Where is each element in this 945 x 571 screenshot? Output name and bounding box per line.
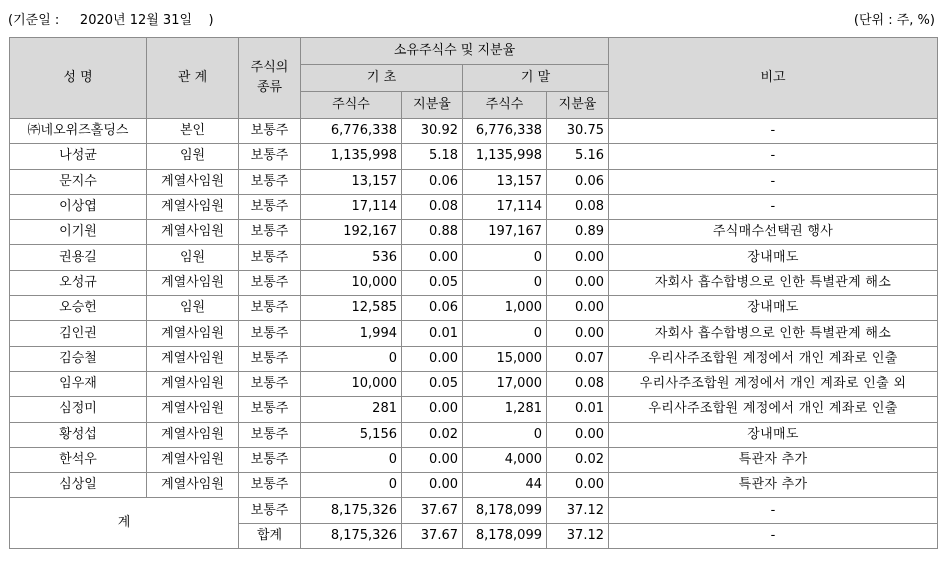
row-relation: 본인 — [147, 119, 239, 144]
row-end-ratio: 0.00 — [547, 296, 609, 321]
table-row — [10, 296, 938, 321]
row-end-shares: 0 — [463, 422, 547, 447]
row-stock-type: 보통주 — [239, 296, 301, 321]
row-relation: 계열사임원 — [147, 473, 239, 498]
row-note: 우리사주조합원 계정에서 개인 계좌로 인출 — [609, 397, 938, 422]
row-name: 문지수 — [10, 169, 147, 194]
row-begin-ratio: 0.00 — [402, 473, 463, 498]
row-relation: 임원 — [147, 245, 239, 270]
row-begin-ratio: 0.88 — [402, 220, 463, 245]
table-row — [10, 270, 938, 295]
row-end-shares: 0 — [463, 270, 547, 295]
grand-total-note: - — [609, 523, 938, 548]
row-stock-type: 보통주 — [239, 270, 301, 295]
row-begin-shares: 5,156 — [301, 422, 402, 447]
row-end-ratio: 0.01 — [547, 397, 609, 422]
row-end-shares: 13,157 — [463, 169, 547, 194]
row-note: 우리사주조합원 계정에서 개인 계좌로 인출 — [609, 346, 938, 371]
row-begin-shares: 1,135,998 — [301, 144, 402, 169]
row-relation: 계열사임원 — [147, 270, 239, 295]
row-begin-shares: 10,000 — [301, 371, 402, 396]
row-stock-type: 보통주 — [239, 220, 301, 245]
row-end-ratio: 0.00 — [547, 473, 609, 498]
table-row — [10, 220, 938, 245]
header-end: 기 말 — [463, 65, 609, 92]
row-begin-shares: 0 — [301, 473, 402, 498]
grand-total-begin-ratio: 37.67 — [402, 523, 463, 548]
shareholding-table — [9, 37, 938, 549]
row-end-ratio: 0.07 — [547, 346, 609, 371]
row-name: ㈜네오위즈홀딩스 — [10, 119, 147, 144]
row-relation: 임원 — [147, 144, 239, 169]
row-begin-shares: 13,157 — [301, 169, 402, 194]
grand-total-end-shares: 8,178,099 — [463, 523, 547, 548]
row-end-shares: 0 — [463, 321, 547, 346]
unit-label: (단위 : 주, %) — [853, 13, 935, 28]
grand-total-end-ratio: 37.12 — [547, 523, 609, 548]
table-row — [10, 321, 938, 346]
row-begin-ratio: 0.05 — [402, 371, 463, 396]
row-relation: 계열사임원 — [147, 422, 239, 447]
row-note: 장내매도 — [609, 296, 938, 321]
row-begin-ratio: 0.00 — [402, 245, 463, 270]
row-end-shares: 1,281 — [463, 397, 547, 422]
total-begin-ratio: 37.67 — [402, 498, 463, 523]
row-begin-shares: 17,114 — [301, 194, 402, 219]
header-name: 성 명 — [10, 38, 147, 119]
row-end-ratio: 0.00 — [547, 321, 609, 346]
header-holdings: 소유주식수 및 지분율 — [301, 38, 609, 65]
row-end-ratio: 5.16 — [547, 144, 609, 169]
row-end-shares: 17,000 — [463, 371, 547, 396]
row-begin-ratio: 0.06 — [402, 296, 463, 321]
header-begin-ratio: 지분율 — [402, 92, 463, 119]
header-begin-shares: 주식수 — [301, 92, 402, 119]
row-stock-type: 보통주 — [239, 194, 301, 219]
total-note: - — [609, 498, 938, 523]
table-row — [10, 397, 938, 422]
row-begin-shares: 536 — [301, 245, 402, 270]
row-relation: 계열사임원 — [147, 169, 239, 194]
table-row — [10, 144, 938, 169]
grand-total-type: 합계 — [239, 523, 301, 548]
row-name: 나성균 — [10, 144, 147, 169]
table-body — [10, 119, 938, 498]
header-relation: 관 계 — [147, 38, 239, 119]
row-end-shares: 44 — [463, 473, 547, 498]
row-name: 임우재 — [10, 371, 147, 396]
row-end-ratio: 0.02 — [547, 447, 609, 472]
row-name: 황성섭 — [10, 422, 147, 447]
header-stock-type — [239, 38, 301, 119]
row-begin-shares: 12,585 — [301, 296, 402, 321]
row-end-ratio: 0.89 — [547, 220, 609, 245]
row-note: 자회사 흡수합병으로 인한 특별관계 해소 — [609, 321, 938, 346]
row-end-shares: 1,135,998 — [463, 144, 547, 169]
row-stock-type: 보통주 — [239, 473, 301, 498]
row-end-shares: 15,000 — [463, 346, 547, 371]
table-row — [10, 346, 938, 371]
row-note: 장내매도 — [609, 245, 938, 270]
row-begin-ratio: 0.05 — [402, 270, 463, 295]
row-note: - — [609, 169, 938, 194]
row-name: 김인권 — [10, 321, 147, 346]
row-end-ratio: 0.08 — [547, 194, 609, 219]
row-end-ratio: 0.00 — [547, 245, 609, 270]
table-row — [10, 473, 938, 498]
row-begin-ratio: 30.92 — [402, 119, 463, 144]
total-type: 보통주 — [239, 498, 301, 523]
row-begin-shares: 192,167 — [301, 220, 402, 245]
row-begin-ratio: 0.08 — [402, 194, 463, 219]
row-begin-ratio: 0.00 — [402, 447, 463, 472]
row-name: 권용길 — [10, 245, 147, 270]
row-end-shares: 4,000 — [463, 447, 547, 472]
row-stock-type: 보통주 — [239, 397, 301, 422]
header-end-ratio: 지분율 — [547, 92, 609, 119]
row-end-shares: 197,167 — [463, 220, 547, 245]
table-row — [10, 422, 938, 447]
row-stock-type: 보통주 — [239, 321, 301, 346]
row-begin-ratio: 0.00 — [402, 346, 463, 371]
row-end-shares: 1,000 — [463, 296, 547, 321]
row-name: 이기원 — [10, 220, 147, 245]
row-relation: 계열사임원 — [147, 447, 239, 472]
row-stock-type: 보통주 — [239, 422, 301, 447]
row-name: 오성규 — [10, 270, 147, 295]
header-note: 비고 — [609, 38, 938, 119]
row-note: 특관자 추가 — [609, 473, 938, 498]
row-relation: 계열사임원 — [147, 371, 239, 396]
row-relation: 계열사임원 — [147, 397, 239, 422]
header-begin: 기 초 — [301, 65, 463, 92]
row-stock-type: 보통주 — [239, 346, 301, 371]
row-stock-type: 보통주 — [239, 447, 301, 472]
row-relation: 임원 — [147, 296, 239, 321]
row-end-ratio: 0.06 — [547, 169, 609, 194]
row-stock-type: 보통주 — [239, 119, 301, 144]
grand-total-begin-shares: 8,175,326 — [301, 523, 402, 548]
row-begin-ratio: 5.18 — [402, 144, 463, 169]
row-name: 심상일 — [10, 473, 147, 498]
row-note: 주식매수선택권 행사 — [609, 220, 938, 245]
total-begin-shares: 8,175,326 — [301, 498, 402, 523]
row-begin-shares: 1,994 — [301, 321, 402, 346]
total-section — [10, 498, 938, 549]
row-end-ratio: 0.00 — [547, 270, 609, 295]
row-begin-shares: 0 — [301, 447, 402, 472]
row-relation: 계열사임원 — [147, 346, 239, 371]
table-row — [10, 245, 938, 270]
row-note: 장내매도 — [609, 422, 938, 447]
table-row — [10, 447, 938, 472]
row-name: 오승헌 — [10, 296, 147, 321]
row-note: - — [609, 119, 938, 144]
row-stock-type: 보통주 — [239, 371, 301, 396]
header-stock-type-text: 주식의 종류 — [250, 60, 289, 95]
total-end-shares: 8,178,099 — [463, 498, 547, 523]
total-end-ratio: 37.12 — [547, 498, 609, 523]
row-begin-shares: 281 — [301, 397, 402, 422]
base-date: (기준일 : 2020년 12월 31일 ) — [8, 13, 214, 28]
row-name: 심정미 — [10, 397, 147, 422]
row-end-shares: 17,114 — [463, 194, 547, 219]
table-row — [10, 194, 938, 219]
row-end-ratio: 30.75 — [547, 119, 609, 144]
table-row — [10, 119, 938, 144]
total-row — [10, 498, 938, 523]
row-begin-ratio: 0.02 — [402, 422, 463, 447]
table-row — [10, 371, 938, 396]
header-end-shares: 주식수 — [463, 92, 547, 119]
row-stock-type: 보통주 — [239, 245, 301, 270]
row-end-ratio: 0.08 — [547, 371, 609, 396]
row-begin-ratio: 0.00 — [402, 397, 463, 422]
total-label: 계 — [10, 498, 239, 549]
row-relation: 계열사임원 — [147, 194, 239, 219]
row-note: 우리사주조합원 계정에서 개인 계좌로 인출 외 — [609, 371, 938, 396]
table-row — [10, 169, 938, 194]
row-name: 한석우 — [10, 447, 147, 472]
row-end-shares: 6,776,338 — [463, 119, 547, 144]
row-end-ratio: 0.00 — [547, 422, 609, 447]
row-stock-type: 보통주 — [239, 144, 301, 169]
row-name: 김승철 — [10, 346, 147, 371]
row-relation: 계열사임원 — [147, 220, 239, 245]
row-name: 이상엽 — [10, 194, 147, 219]
row-note: - — [609, 194, 938, 219]
row-note: - — [609, 144, 938, 169]
row-begin-shares: 0 — [301, 346, 402, 371]
row-begin-ratio: 0.01 — [402, 321, 463, 346]
row-stock-type: 보통주 — [239, 169, 301, 194]
row-relation: 계열사임원 — [147, 321, 239, 346]
row-begin-shares: 6,776,338 — [301, 119, 402, 144]
row-note: 자회사 흡수합병으로 인한 특별관계 해소 — [609, 270, 938, 295]
row-begin-shares: 10,000 — [301, 270, 402, 295]
row-note: 특관자 추가 — [609, 447, 938, 472]
row-end-shares: 0 — [463, 245, 547, 270]
row-begin-ratio: 0.06 — [402, 169, 463, 194]
